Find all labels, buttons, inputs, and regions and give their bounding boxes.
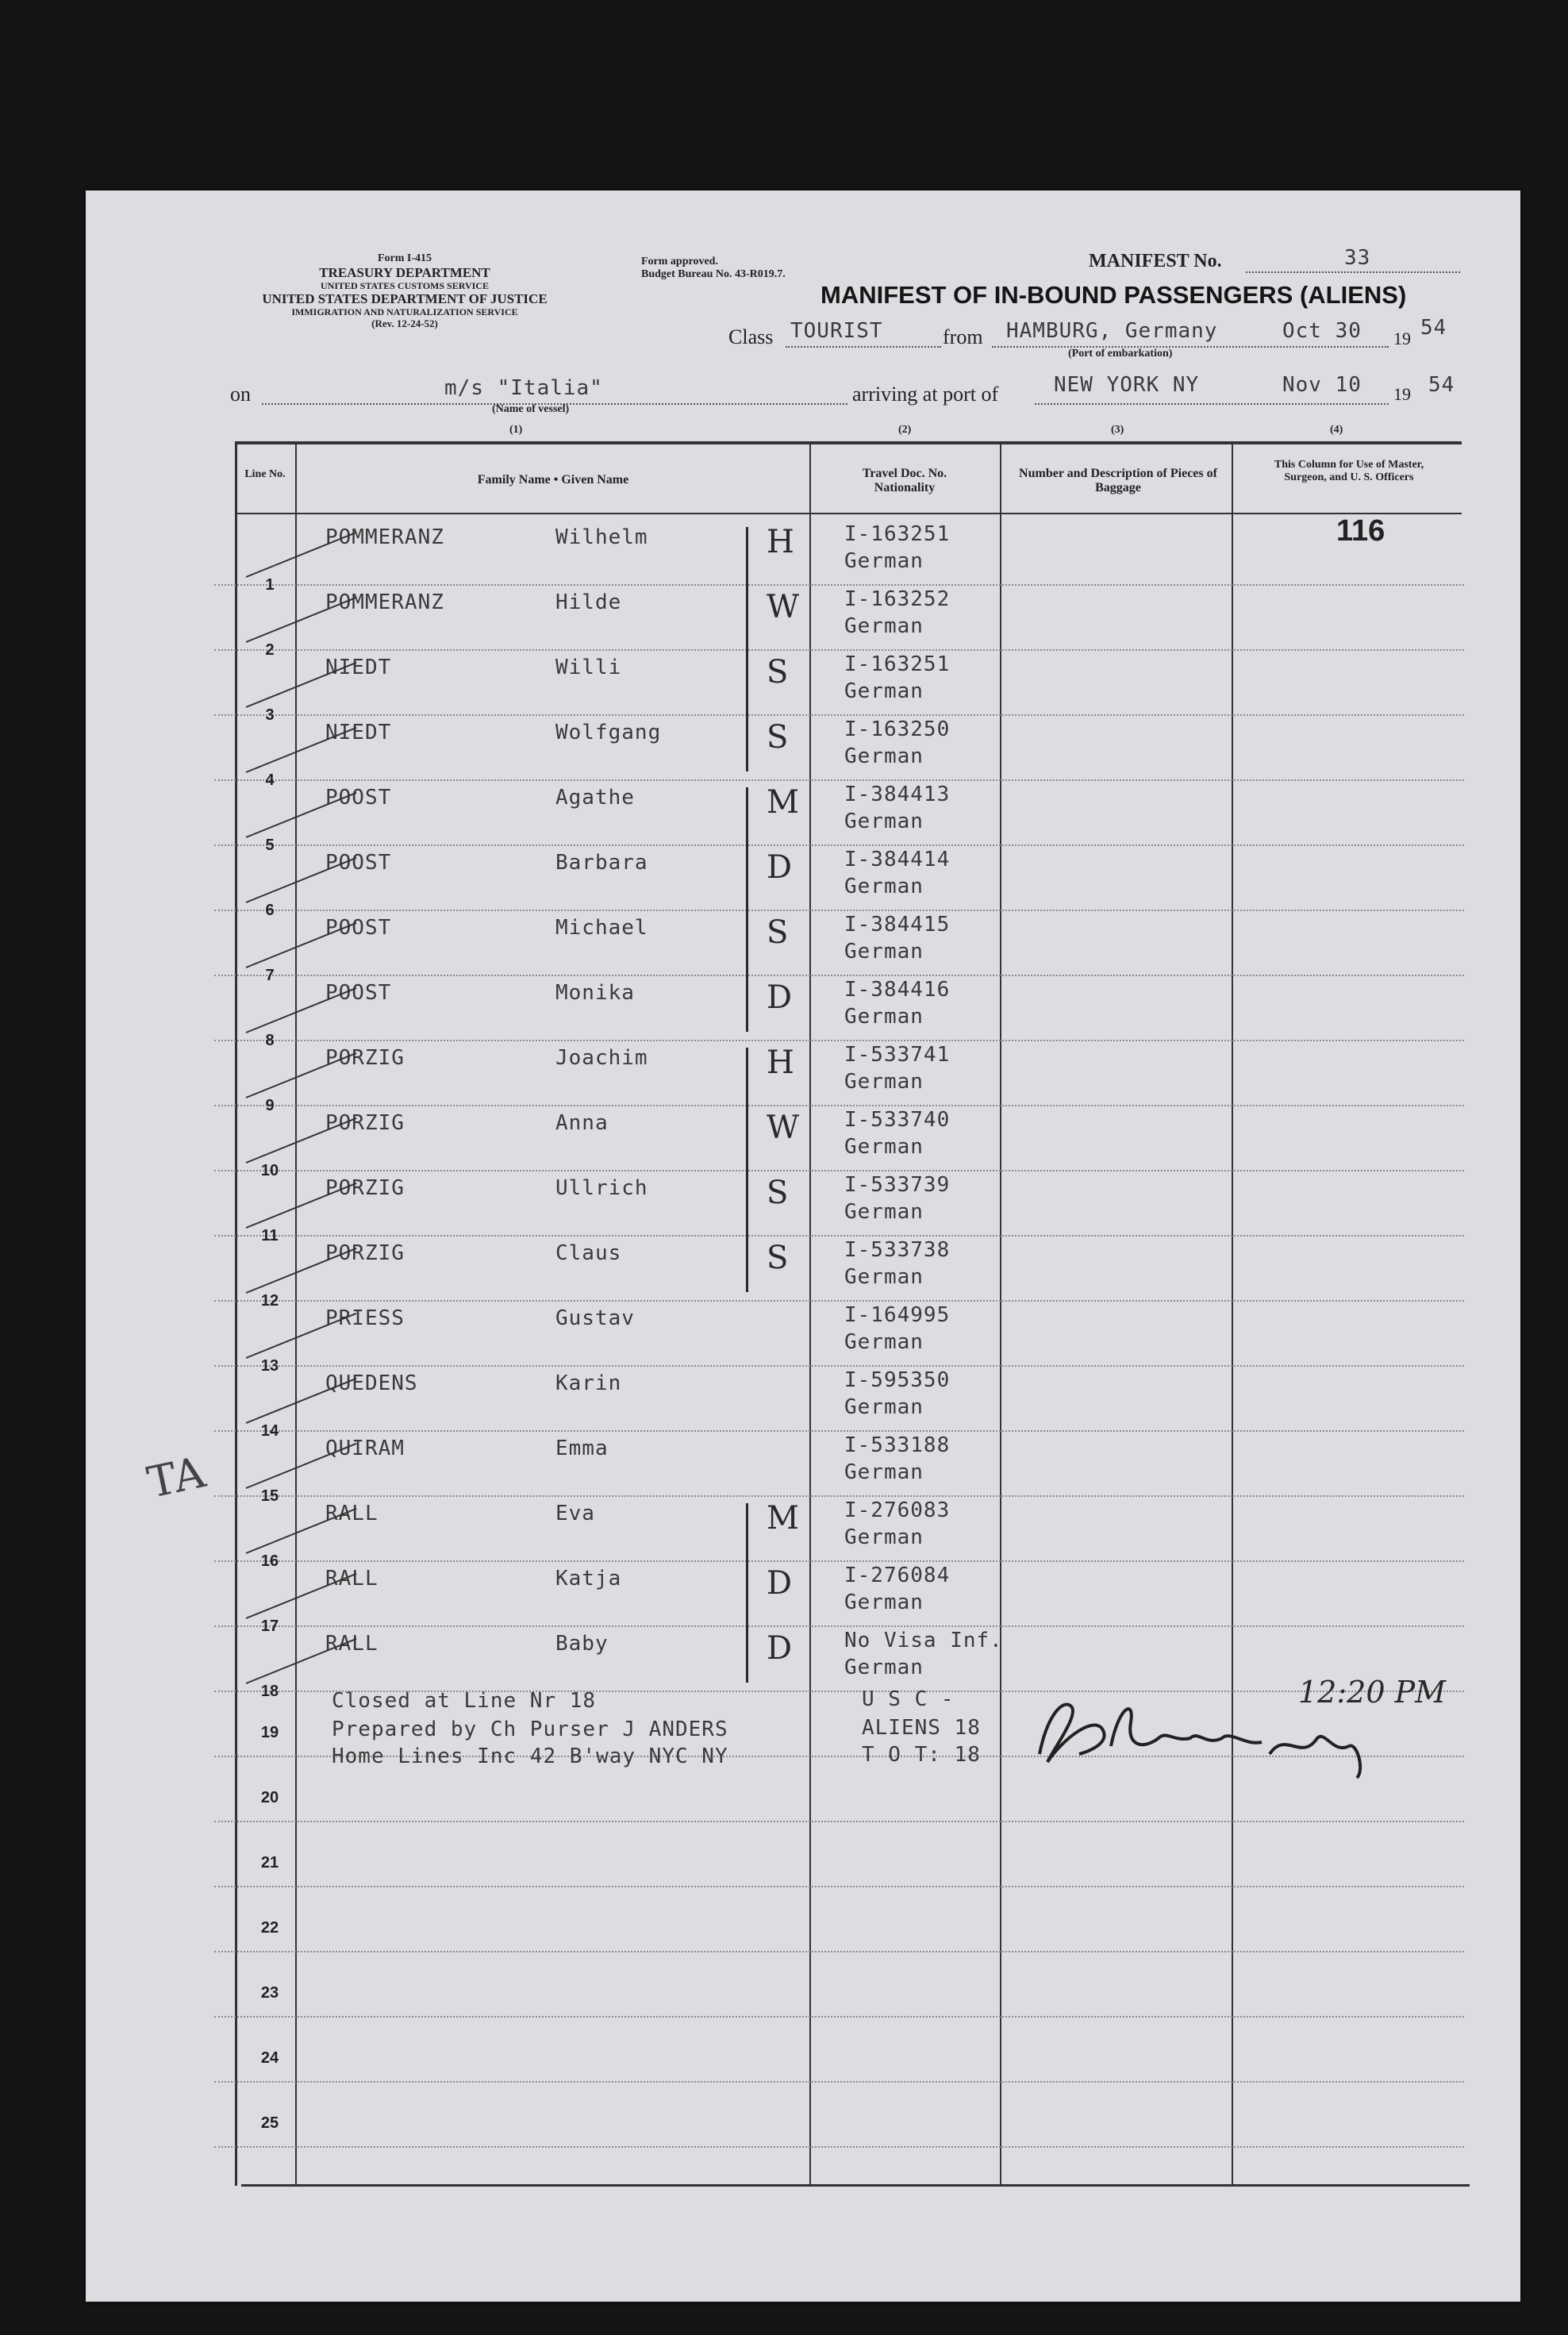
family-name: RALL (325, 1567, 379, 1591)
row-divider (214, 1560, 1464, 1562)
class-value: TOURIST (790, 319, 883, 343)
family-name: PORZIG (325, 1176, 405, 1200)
nationality: German (844, 1135, 924, 1159)
row-divider (214, 1170, 1464, 1171)
nationality: German (844, 1591, 924, 1614)
family-name: POOST (325, 981, 392, 1005)
col-num-4: (4) (1330, 424, 1343, 436)
total-usc: U S C - (862, 1687, 955, 1711)
line-number: 22 (260, 1919, 279, 1937)
row-divider (214, 779, 1464, 781)
row-divider (214, 1040, 1464, 1041)
family-name: QUIRAM (325, 1437, 405, 1460)
nationality: German (844, 1200, 924, 1224)
manifest-number: 33 (1344, 246, 1371, 270)
given-name: Wilhelm (555, 525, 648, 549)
line-number: 18 (260, 1683, 279, 1700)
total-aliens: ALIENS 18 (862, 1716, 981, 1740)
nationality: German (844, 1395, 924, 1419)
embarkation-date: Oct 30 (1282, 319, 1362, 343)
travel-doc-number: I-384413 (844, 783, 951, 806)
row-divider (214, 2016, 1464, 2018)
row-divider (214, 584, 1464, 586)
relationship-mark: D (767, 979, 793, 1016)
row-divider (214, 975, 1464, 976)
travel-doc-number: No Visa Inf. (844, 1629, 1003, 1652)
family-name: NIEDT (325, 721, 392, 744)
arrival-year: 54 (1428, 373, 1455, 397)
justice-dept: UNITED STATES DEPARTMENT OF JUSTICE (262, 291, 548, 307)
line-number: 10 (260, 1162, 279, 1179)
nationality: German (844, 1330, 924, 1354)
line-number: 25 (260, 2114, 279, 2132)
embarkation-port: HAMBURG, Germany (1006, 319, 1218, 343)
header-officers: This Column for Use of Master, Surgeon, and U. S. Officers (1274, 459, 1424, 484)
line-number: 13 (260, 1357, 279, 1375)
arrival-port: NEW YORK NY (1054, 373, 1200, 397)
row-divider (214, 1300, 1464, 1302)
vessel-name: m/s "Italia" (444, 376, 603, 400)
line-number: 5 (265, 837, 275, 854)
row-divider (214, 1886, 1464, 1887)
manifest-no-label: MANIFEST No. (1089, 251, 1222, 271)
nationality: German (844, 940, 924, 964)
family-name: POMMERANZ (325, 525, 444, 549)
travel-doc-number: I-384415 (844, 913, 951, 937)
treasury-dept: TREASURY DEPARTMENT (319, 265, 490, 281)
line-number: 6 (265, 902, 275, 919)
relationship-mark: S (767, 1175, 789, 1211)
given-name: Willi (555, 656, 622, 679)
col-num-3: (3) (1111, 424, 1124, 436)
line-number: 21 (260, 1854, 279, 1871)
relationship-mark: H (767, 1044, 794, 1081)
nationality: German (844, 549, 924, 573)
given-name: Monika (555, 981, 635, 1005)
given-name: Barbara (555, 851, 648, 875)
relationship-mark: H (767, 524, 794, 560)
ins-service: IMMIGRATION AND NATURALIZATION SERVICE (291, 306, 518, 317)
col-num-2: (2) (898, 424, 912, 436)
form-header-left (222, 252, 587, 330)
margin-note: TA (143, 1447, 209, 1508)
relationship-mark: M (767, 784, 799, 821)
nationality: German (844, 1656, 924, 1679)
form-number: Form I-415 (377, 252, 432, 264)
row-divider (214, 2081, 1464, 2083)
travel-doc-number: I-533741 (844, 1043, 951, 1067)
nationality: German (844, 875, 924, 898)
family-name: NIEDT (325, 656, 392, 679)
header-travel-doc: Travel Doc. No. Nationality (862, 467, 947, 495)
line-number: 14 (260, 1422, 279, 1440)
given-name: Joachim (555, 1046, 648, 1070)
header-line-no: Line No. (244, 468, 286, 480)
closing-line-3: Home Lines Inc 42 B'way NYC NY (332, 1745, 728, 1768)
given-name: Wolfgang (555, 721, 662, 744)
on-label: on (230, 383, 251, 406)
family-name: POOST (325, 851, 392, 875)
line-number: 19 (260, 1724, 279, 1741)
row-divider (214, 1365, 1464, 1367)
row-divider (214, 844, 1464, 846)
line-number: 11 (261, 1227, 279, 1244)
travel-doc-number: I-163251 (844, 652, 951, 676)
year-prefix: 19 (1393, 329, 1411, 348)
col-num-1: (1) (509, 424, 523, 436)
travel-doc-number: I-384414 (844, 848, 951, 871)
family-name: POOST (325, 786, 392, 810)
nationality: German (844, 1460, 924, 1484)
handwritten-time: 12:20 PM (1298, 1675, 1447, 1710)
header-baggage: Number and Description of Pieces of Baggage (1019, 467, 1217, 495)
line-number: 2 (265, 641, 275, 659)
line-number: 20 (260, 1789, 279, 1806)
family-name: PORZIG (325, 1241, 405, 1265)
header-name: Family Name • Given Name (477, 473, 629, 487)
row-divider (214, 2146, 1464, 2148)
manifest-title: MANIFEST OF IN-BOUND PASSENGERS (ALIENS) (821, 281, 1407, 309)
row-divider (214, 1951, 1464, 1952)
given-name: Eva (555, 1502, 595, 1525)
relationship-mark: D (767, 849, 793, 886)
arriving-label: arriving at port of (852, 383, 999, 406)
relationship-mark: S (767, 719, 789, 756)
travel-doc-number: I-163252 (844, 587, 951, 611)
relationship-mark: W (767, 1110, 800, 1146)
line-number: 24 (260, 2049, 279, 2067)
given-name: Baby (555, 1632, 609, 1656)
family-name: RALL (325, 1502, 379, 1525)
given-name: Gustav (555, 1306, 635, 1330)
total-tot: T O T: 18 (862, 1743, 981, 1767)
class-label: Class (728, 325, 774, 348)
row-divider (214, 649, 1464, 651)
port-caption: (Port of embarkation) (1068, 348, 1173, 360)
officer-stamp: 116 (1336, 514, 1385, 548)
form-approval: Form approved. Budget Bureau No. 43-R019.7. (641, 256, 786, 281)
line-number: 1 (265, 576, 275, 594)
travel-doc-number: I-533738 (844, 1238, 951, 1262)
row-divider (214, 714, 1464, 716)
relationship-mark: D (767, 1565, 793, 1602)
family-name: POMMERANZ (325, 590, 444, 614)
line-number: 7 (265, 967, 275, 984)
closing-line-1: Closed at Line Nr 18 (332, 1689, 597, 1713)
given-name: Ullrich (555, 1176, 648, 1200)
relationship-mark: S (767, 654, 789, 690)
nationality: German (844, 679, 924, 703)
family-name: PRIESS (325, 1306, 405, 1330)
nationality: German (844, 1525, 924, 1549)
travel-doc-number: I-533740 (844, 1108, 951, 1132)
nationality: German (844, 614, 924, 638)
row-divider (214, 1625, 1464, 1627)
family-name: PORZIG (325, 1046, 405, 1070)
line-number: 23 (260, 1984, 279, 2002)
row-divider (214, 1105, 1464, 1106)
row-divider (214, 1235, 1464, 1237)
vessel-caption: (Name of vessel) (492, 403, 570, 415)
manifest-sheet (86, 190, 1520, 2302)
row-divider (214, 1430, 1464, 1432)
row-divider (214, 910, 1464, 911)
relationship-mark: W (767, 589, 800, 625)
family-name: PORZIG (325, 1111, 405, 1135)
family-bracket (746, 787, 748, 1032)
travel-doc-number: I-164995 (844, 1303, 951, 1327)
row-divider (214, 1821, 1464, 1822)
given-name: Michael (555, 916, 648, 940)
relationship-mark: S (767, 1240, 789, 1276)
line-number: 9 (265, 1097, 275, 1114)
nationality: German (844, 744, 924, 768)
given-name: Karin (555, 1371, 622, 1395)
given-name: Claus (555, 1241, 622, 1265)
travel-doc-number: I-276083 (844, 1498, 951, 1522)
travel-doc-number: I-276084 (844, 1564, 951, 1587)
family-bracket (746, 527, 748, 771)
line-number: 12 (260, 1292, 279, 1310)
given-name: Katja (555, 1567, 622, 1591)
year-prefix-2: 19 (1393, 384, 1411, 404)
nationality: German (844, 810, 924, 833)
family-name: RALL (325, 1632, 379, 1656)
family-name: QUEDENS (325, 1371, 418, 1395)
line-number: 15 (260, 1487, 279, 1505)
given-name: Hilde (555, 590, 622, 614)
nationality: German (844, 1265, 924, 1289)
family-name: POOST (325, 916, 392, 940)
given-name: Agathe (555, 786, 635, 810)
travel-doc-number: I-384416 (844, 978, 951, 1002)
line-number: 4 (265, 771, 275, 789)
line-number: 16 (260, 1552, 279, 1570)
line-number: 8 (265, 1032, 275, 1049)
relationship-mark: S (767, 914, 789, 951)
line-number: 17 (260, 1618, 279, 1635)
nationality: German (844, 1005, 924, 1029)
relationship-mark: M (767, 1500, 799, 1537)
nationality: German (844, 1070, 924, 1094)
family-bracket (746, 1048, 748, 1292)
embarkation-year: 54 (1420, 316, 1447, 340)
family-bracket (746, 1503, 748, 1683)
row-divider (214, 1495, 1464, 1497)
arrival-date: Nov 10 (1282, 373, 1362, 397)
from-label: from (943, 325, 983, 348)
revision: (Rev. 12-24-52) (371, 317, 438, 329)
travel-doc-number: I-533739 (844, 1173, 951, 1197)
closing-line-2: Prepared by Ch Purser J ANDERS (332, 1718, 728, 1741)
given-name: Anna (555, 1111, 609, 1135)
customs-service: UNITED STATES CUSTOMS SERVICE (321, 279, 489, 291)
travel-doc-number: I-163250 (844, 717, 951, 741)
line-number: 3 (265, 706, 275, 724)
travel-doc-number: I-163251 (844, 522, 951, 546)
travel-doc-number: I-595350 (844, 1368, 951, 1392)
relationship-mark: D (767, 1630, 793, 1667)
given-name: Emma (555, 1437, 609, 1460)
travel-doc-number: I-533188 (844, 1433, 951, 1457)
